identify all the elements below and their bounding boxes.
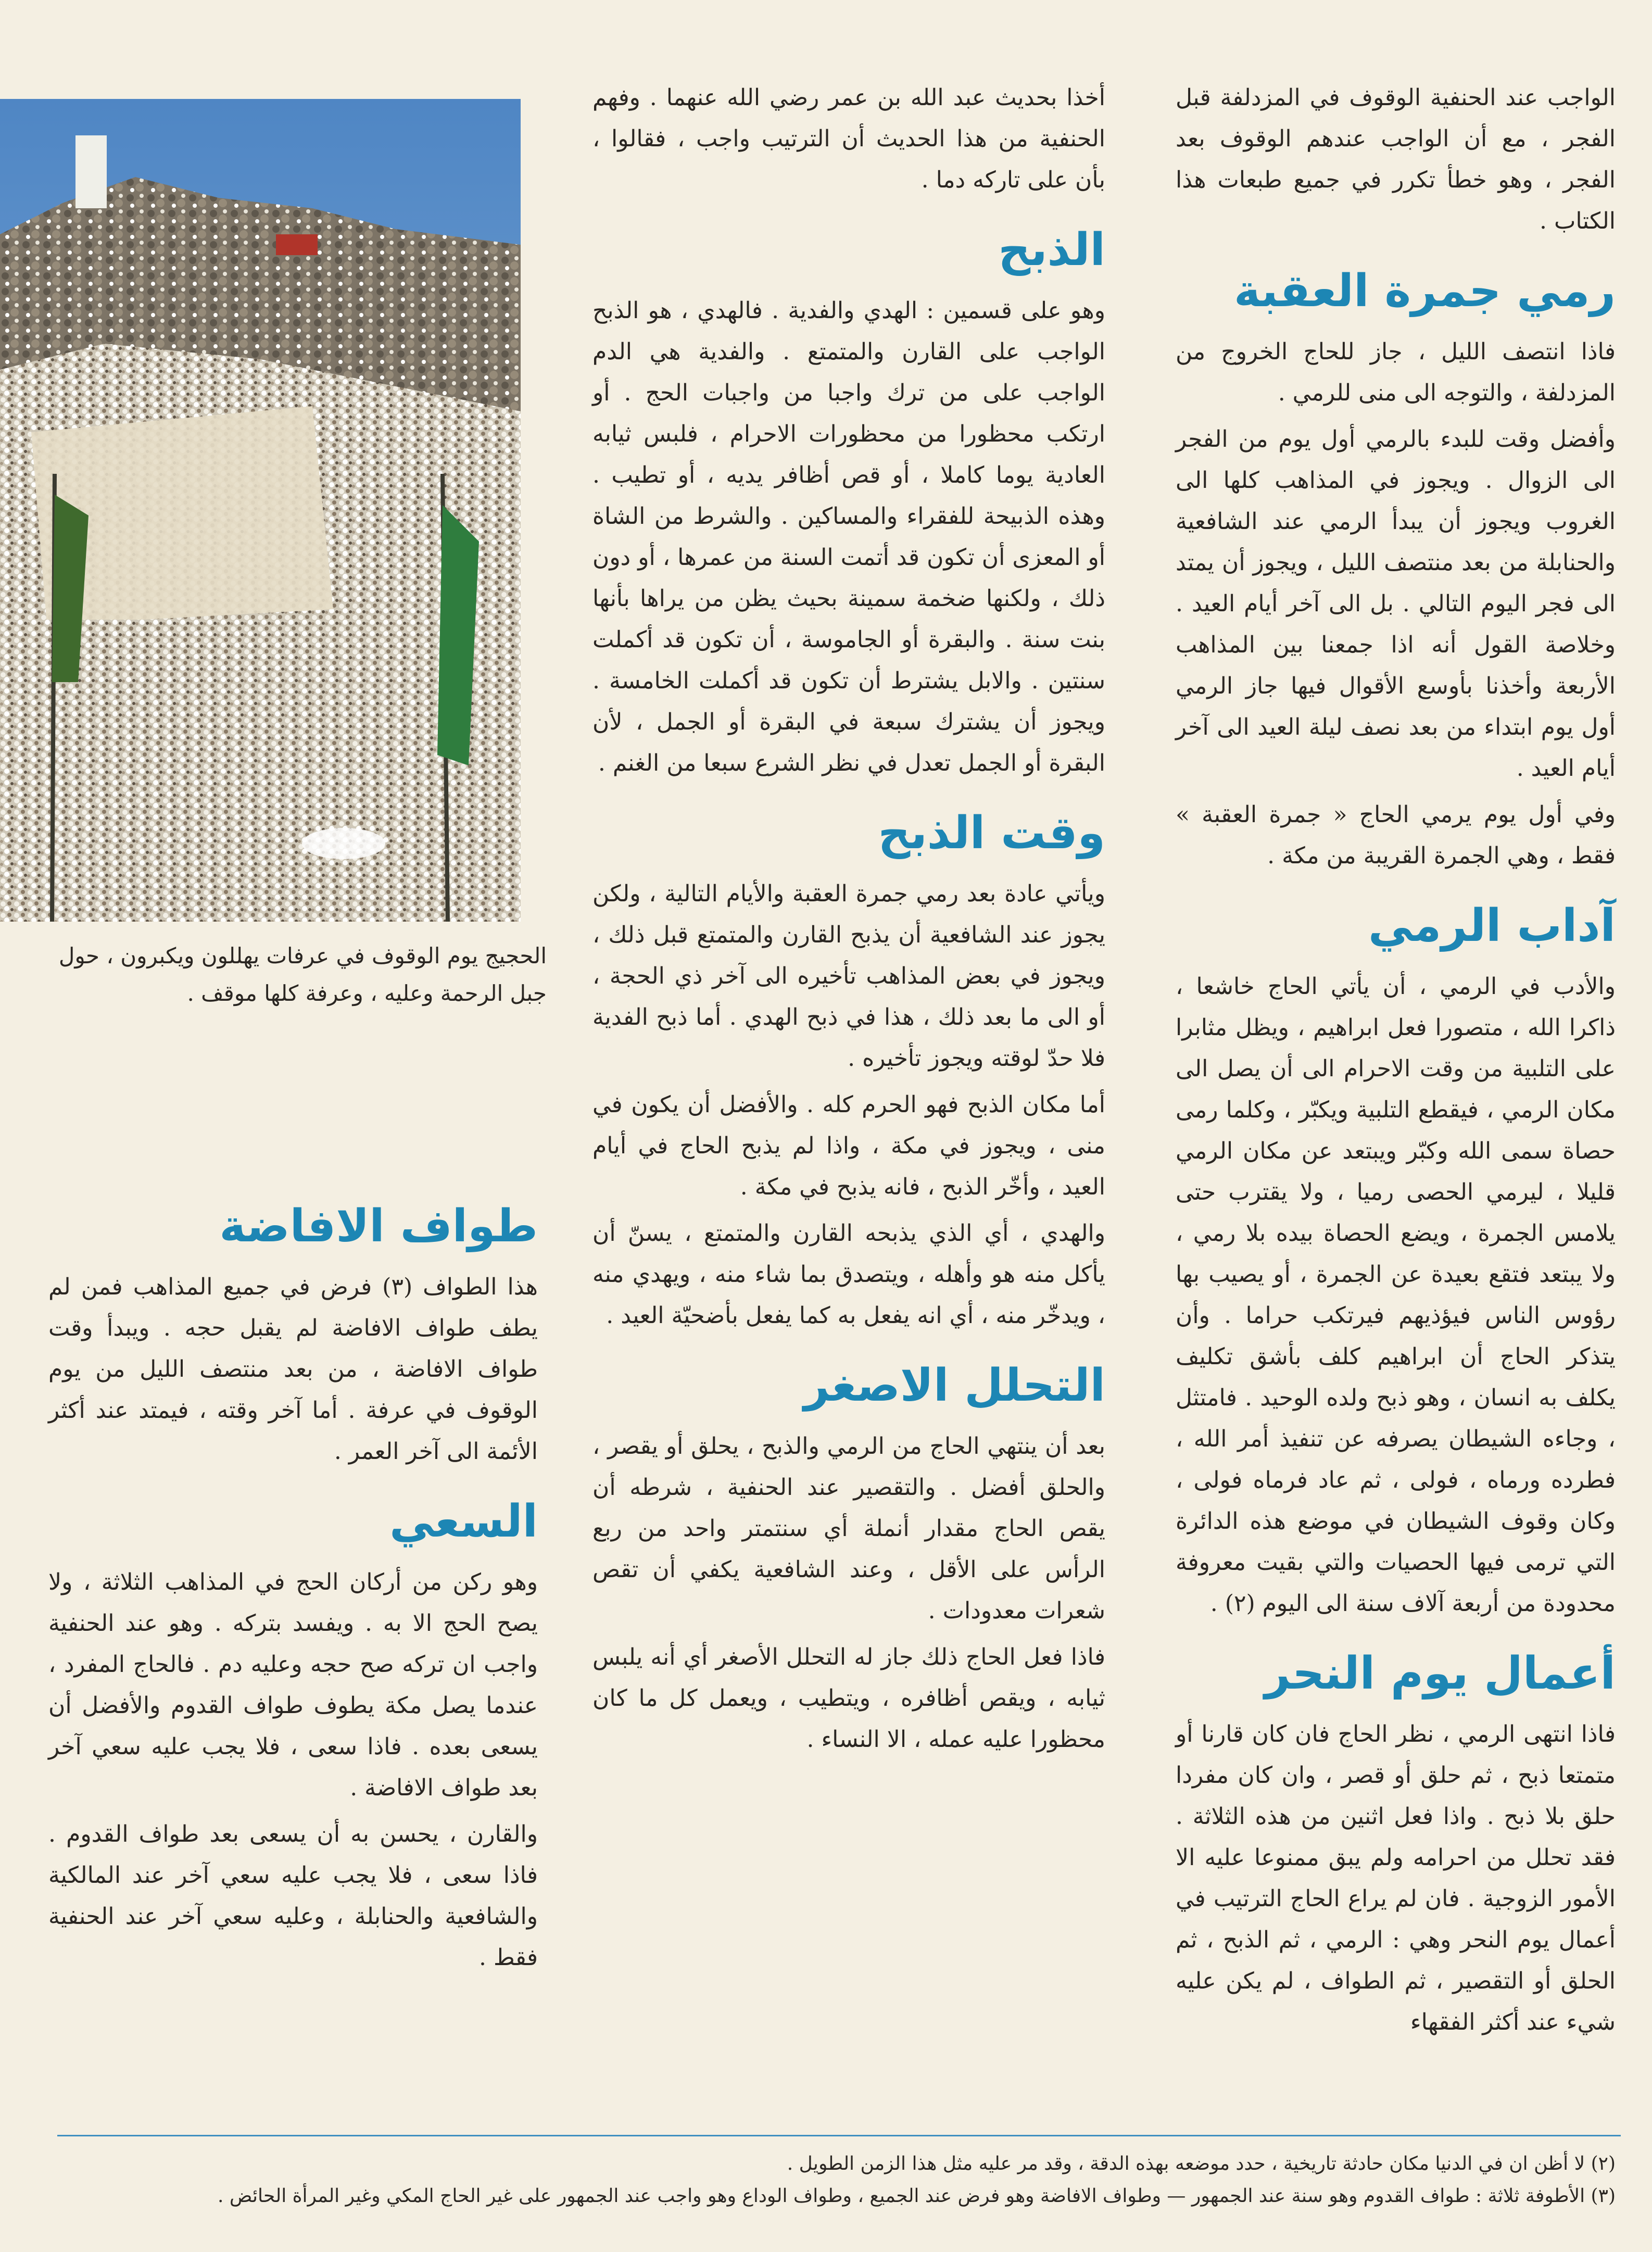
tawaf-paragraph: هذا الطواف (٣) فرض في جميع المذاهب فمن لم يطف طواف الافاضة لم يقبل حجه . ويبدأ وقت طواف الافاضة ، من بعد منتصف الليل من يوم الوقوف في عرفة . أما آخر وقته ، فيمتد عند أكثر الأئمة الى آخر العمر . [48, 1274, 538, 1465]
heading-ramy-jamrat-al-aqaba: رمي جمرة العقبة [1233, 265, 1616, 317]
waqt-paragraph-2: أما مكان الذبح فهو الحرم كله . والأفضل أن يكون في منى ، ويجوز في مكة ، واذا لم يذبح الحاج في أيام العيد ، وأخّر الذبح ، فانه يذبح في مكة . [592, 1091, 1105, 1200]
tahallul-paragraph-1: بعد أن ينتهي الحاج من الرمي والذبح ، يحلق أو يقصر ، والحلق أفضل . والتقصير عند الحنفية ، شرطه أن يقص الحاج مقدار أنملة أي سنتمتر واحد من ربع الرأس على الأقل ، وعند الشافعية يكفي أن تقص شعرات معدودات . [592, 1433, 1105, 1624]
sai-paragraph-1: وهو ركن من أركان الحج في المذاهب الثلاثة ، ولا يصح الحج الا به . ويفسد بتركه . وهو عند الحنفية واجب ان تركه صح حجه وعليه دم . فالحاج المفرد ، عندما يصل مكة يطوف طواف القدوم والأفضل أن يسعى بعده . فاذا سعى ، فلا يجب عليه سعي آخر بعد طواف الافاضة . [48, 1569, 538, 1801]
arafat-photo-illustration [0, 99, 521, 922]
footnote-divider [57, 2135, 1621, 2136]
heading-al-sai: السعي [389, 1495, 538, 1548]
right-column [1176, 77, 1616, 2097]
middle-column [592, 77, 1105, 2097]
heading-waqt-al-dhabh: وقت الذبح [878, 807, 1105, 859]
photo-caption: الحجيج يوم الوقوف في عرفات يهللون ويكبرون ، حول جبل الرحمة وعليه ، وعرفة كلها موقف . [58, 943, 547, 1006]
jamra-paragraph-2: وأفضل وقت للبدء بالرمي أول يوم من الفجر الى الزوال . ويجوز في المذاهب كلها الى الغروب ويجوز أن يبدأ الرمي عند الشافعية والحنابلة من بعد منتصف الليل ، ويجوز أن يمتد الى فجر اليوم التالي . بل الى آخر أيام العيد . وخلاصة القول أنه اذا جمعنا بين المذاهب الأربعة وأخذنا بأوسع الأقوال فيها جاز الرمي أول يوم ابتداء من بعد نصف ليلة العيد الى آخر أيام العيد . [1176, 426, 1616, 782]
sai-paragraph-2: والقارن ، يحسن به أن يسعى بعد طواف القدوم . فاذا سعى ، فلا يجب عليه سعي آخر عند المالكية والشافعية والحنابلة ، وعليه سعي آخر عند الحنفية فقط . [48, 1821, 538, 1971]
footnote-2: (٢) لا أظن ان في الدنيا مكان حادثة تاريخية ، حدد موضعه بهذه الدقة ، وقد مر عليه مثل هذا الزمن الطويل . [787, 2153, 1616, 2174]
nahr-paragraph: فاذا انتهى الرمي ، نظر الحاج فان كان قارنا أو متمتعا ذبح ، ثم حلق أو قصر ، وان كان مفردا حلق بلا ذبح . واذا فعل اثنين من هذه الثلاثة . فقد تحلل من احرامه ولم يبق ممنوعا عليه الا الأمور الزوجية . فان لم يراع الحاج الترتيب في أعمال يوم النحر وهي : الرمي ، ثم الذبح ، ثم الحلق أو التقصير ، ثم الطواف ، لم يكن عليه شيء عند أكثر الفقهاء [1176, 1721, 1616, 2035]
footnotes [57, 2148, 1616, 2212]
heading-amal-yawm-al-nahr: أعمال يوم النحر [1264, 1647, 1616, 1700]
right-intro-paragraph: الواجب عند الحنفية الوقوف في المزدلفة قبل الفجر ، مع أن الواجب عندهم الوقوف بعد الفجر ، وهو خطأ تكرر في جميع طبعات هذا الكتاب . [1176, 84, 1616, 234]
left-column [48, 1198, 538, 2093]
jamra-paragraph-3: وفي أول يوم يرمي الحاج « جمرة العقبة » فقط ، وهي الجمرة القريبة من مكة . [1176, 801, 1616, 869]
arafat-photo [0, 99, 521, 922]
middle-intro-paragraph: أخذا بحديث عبد الله بن عمر رضي الله عنهما . وفهم الحنفية من هذا الحديث أن الترتيب واجب ، فقالوا ، بأن على تاركه دما . [592, 84, 1105, 193]
heading-al-tahallul-al-asghar: التحلل الاصغر [803, 1360, 1105, 1412]
waqt-paragraph-1: ويأتي عادة بعد رمي جمرة العقبة والأيام التالية ، ولكن يجوز عند الشافعية أن يذبح القارن والمتمتع قبل ذلك ، ويجوز في بعض المذاهب تأخيره الى آخر ذي الحجة ، أو الى ما بعد ذلك ، هذا في ذبح الهدي . أما ذبح الفدية فلا حدّ لوقته ويجوز تأخيره . [592, 880, 1106, 1072]
jamra-paragraph-1: فاذا انتصف الليل ، جاز للحاج الخروج من المزدلفة ، والتوجه الى منى للرمي . [1176, 338, 1616, 406]
adab-paragraph: والأدب في الرمي ، أن يأتي الحاج خاشعا ، ذاكرا الله ، متصورا فعل ابراهيم ، ويظل مثابرا على التلبية من وقت الاحرام الى أن يصل الى مكان الرمي ، فيقطع التلبية ويكبّر ، وكلما رمى حصاة سمى الله وكبّر ويبتعد عن مكان الرمي قليلا ، ليرمي الحصى رميا ، ولا يقترب حتى يلامس الجمرة ، ويضع الحصاة بيده بلا رمي ، ولا يبتعد فتقع بعيدة عن الجمرة ، أو يصيب بها رؤوس الناس فيؤذيهم فيرتكب حراما . وأن يتذكر الحاج أن ابراهيم كلف بأشق تكليف يكلف به انسان ، وهو ذبح ولده الوحيد . فامتثل ، وجاءه الشيطان يصرفه عن تنفيذ أمر الله ، فطرده ورماه ، فولى ، ثم عاد فرماه فولى ، وكان وقوف الشيطان في موضع هذه الدائرة التي ترمى فيها الحصيات والتي بقيت معروفة محدودة من أربعة آلاف سنة الى اليوم (٢) . [1176, 973, 1616, 1617]
tahallul-paragraph-2: فاذا فعل الحاج ذلك جاز له التحلل الأصغر أي أنه يلبس ثيابه ، ويقص أظافره ، ويتطيب ، ويعمل كل ما كان محظورا عليه عمله ، الا النساء . [592, 1644, 1105, 1753]
heading-tawaf-al-ifada: طواف الافاضة [219, 1200, 538, 1252]
heading-al-dhabh: الذبح [998, 224, 1105, 276]
heading-adab-al-ramy: آداب الرمي [1368, 900, 1616, 952]
waqt-paragraph-3: والهدي ، أي الذي يذبحه القارن والمتمتع ، يسنّ أن يأكل منه هو وأهله ، ويتصدق بما شاء منه ، ويهدي منه ، ويدخّر منه ، أي انه يفعل به كما يفعل بأضحيّة العيد . [592, 1220, 1105, 1329]
footnote-3: (٣) الأطوفة ثلاثة : طواف القدوم وهو سنة عند الجمهور — وطواف الافاضة وهو فرض عند الجميع ، وطواف الوداع وهو واجب عند الجمهور على غير الحاج المكي وغير المرأة الحائض . [218, 2185, 1616, 2207]
dhabh-paragraph: وهو على قسمين : الهدي والفدية . فالهدي ، هو الذبح الواجب على القارن والمتمتع . والفدية هي الدم الواجب على من ترك واجبا من واجبات الحج . أو ارتكب محظورا من محظورات الاحرام ، فلبس ثيابه العادية يوما كاملا ، أو قص أظافر يديه ، أو تطيب . وهذه الذبيحة للفقراء والمساكين . والشرط من الشاة أو المعزى أن تكون قد أتمت السنة من عمرها ، أو دون ذلك ، ولكنها ضخمة سمينة بحيث يظن من يراها بأنها بنت سنة . والبقرة أو الجاموسة ، أن تكون قد أكملت سنتين . والابل يشترط أن تكون قد أكملت الخامسة . ويجوز أن يشترك سبعة في البقرة أو الجمل ، لأن البقرة أو الجمل تعدل في نظر الشرع سبعا من الغنم . [592, 297, 1106, 776]
